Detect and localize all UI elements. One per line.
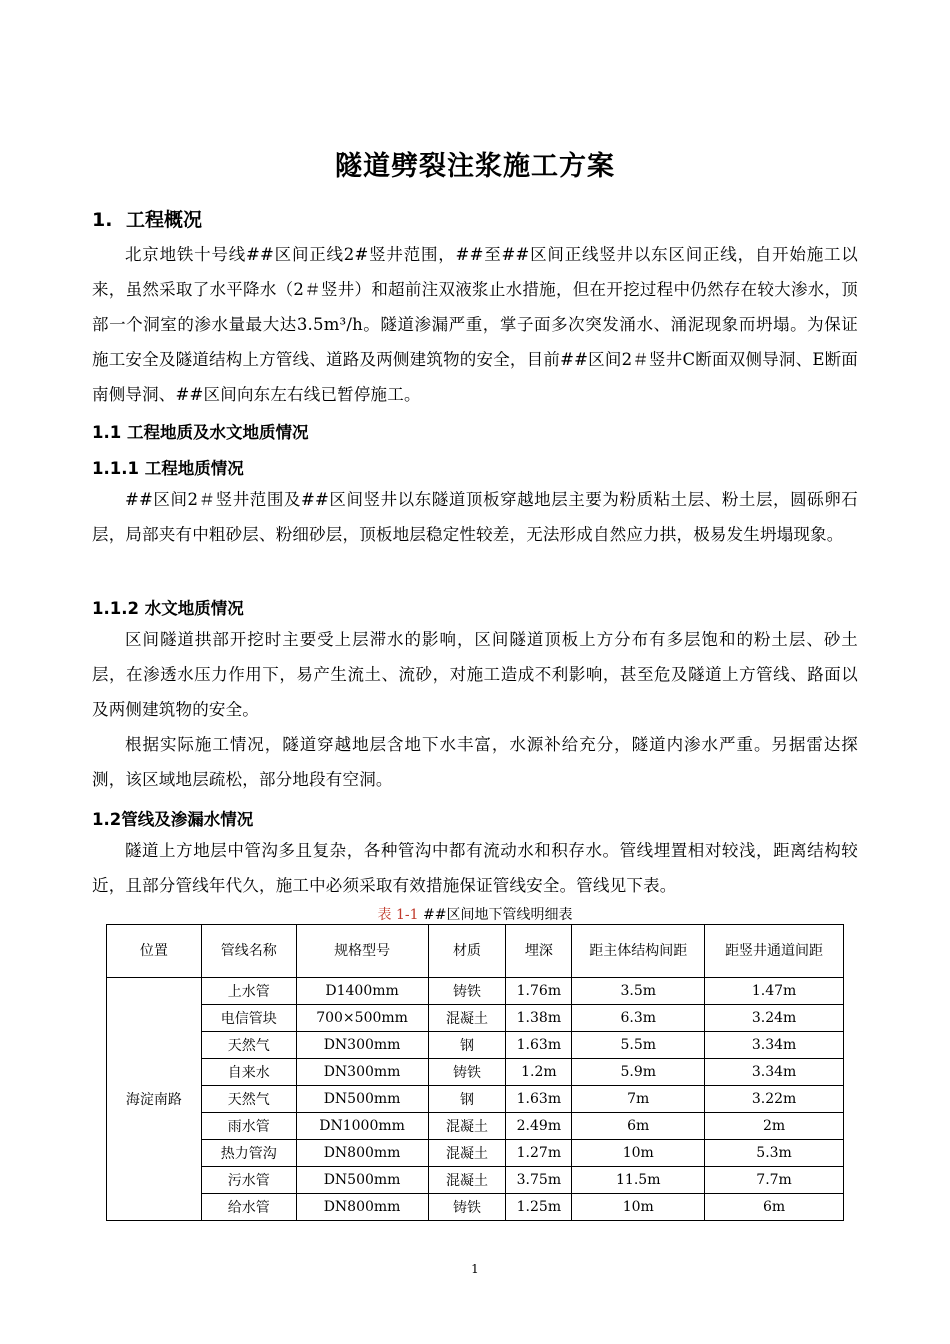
table-cell: 11.5m [572,1167,705,1194]
table-cell: 天然气 [201,1086,296,1113]
heading-1-1-1: 1.1.1 工程地质情况 [92,459,244,478]
table-cell: DN800mm [296,1140,428,1167]
table-cell: 上水管 [201,978,296,1005]
table-cell: 2m [705,1113,844,1140]
table-cell: 混凝土 [428,1167,506,1194]
table-cell: 700×500mm [296,1005,428,1032]
header-pipe-name: 管线名称 [201,925,296,978]
table-cell: 雨水管 [201,1113,296,1140]
table-cell: 10m [572,1194,705,1221]
table-cell: 铸铁 [428,978,506,1005]
table-cell: 7.7m [705,1167,844,1194]
table-caption-label: 表 1-1 [377,907,419,923]
table-cell: 3.22m [705,1086,844,1113]
table-cell: 1.38m [506,1005,572,1032]
table-caption [0,904,950,924]
header-material: 材质 [428,925,506,978]
heading-1-1: 1.1 工程地质及水文地质情况 [92,423,309,442]
pipeline-table [106,924,844,1221]
table-row [107,1194,844,1221]
table-row [107,1140,844,1167]
table-cell: 热力管沟 [201,1140,296,1167]
heading-1-2: 1.2管线及渗漏水情况 [92,810,254,829]
table-cell: 1.27m [506,1140,572,1167]
table-cell: 6m [705,1194,844,1221]
table-cell: 钢 [428,1032,506,1059]
table-cell: 5.5m [572,1032,705,1059]
table-cell: 混凝土 [428,1140,506,1167]
table-cell: 3.5m [572,978,705,1005]
paragraph-geology: ##区间2＃竖井范围及##区间竖井以东隧道顶板穿越地层主要为粉质粘土层、粉土层，圆砾卵石层，局部夹有中粗砂层、粉细砂层，顶板地层稳定性较差，无法形成自然应力拱，极易发生坍塌现象。 [92,490,858,544]
table-cell: 1.76m [506,978,572,1005]
table-row [107,1005,844,1032]
table-cell: 7m [572,1086,705,1113]
table-cell: 自来水 [201,1059,296,1086]
table-cell: 天然气 [201,1032,296,1059]
table-cell: 给水管 [201,1194,296,1221]
table-cell: 混凝土 [428,1113,506,1140]
table-cell: 铸铁 [428,1059,506,1086]
table-cell: 6.3m [572,1005,705,1032]
table-cell: D1400mm [296,978,428,1005]
table-cell: DN500mm [296,1086,428,1113]
table-row [107,1086,844,1113]
table-cell: 3.34m [705,1032,844,1059]
paragraph-pipelines: 隧道上方地层中管沟多且复杂，各种管沟中都有流动水和积存水。管线埋置相对较浅，距离结构较近，且部分管线年代久，施工中必须采取有效措施保证管线安全。管线见下表。 [92,841,858,895]
table-cell: 3.24m [705,1005,844,1032]
paragraph-site-conditions: 根据实际施工情况，隧道穿越地层含地下水丰富，水源补给充分，隧道内渗水严重。另据雷达探测，该区域地层疏松，部分地段有空洞。 [92,735,858,789]
section-1-heading [92,205,202,232]
table-cell: 5.9m [572,1059,705,1086]
location-cell: 海淀南路 [107,978,202,1221]
table-cell: DN300mm [296,1032,428,1059]
table-cell: 钢 [428,1086,506,1113]
table-cell: 10m [572,1140,705,1167]
table-cell: 5.3m [705,1140,844,1167]
table-cell: DN800mm [296,1194,428,1221]
header-distance-structure: 距主体结构间距 [572,925,705,978]
table-cell: 3.34m [705,1059,844,1086]
table-cell: 1.2m [506,1059,572,1086]
table-cell: 铸铁 [428,1194,506,1221]
table-cell: 1.25m [506,1194,572,1221]
table-cell: 6m [572,1113,705,1140]
table-row [107,1032,844,1059]
table-cell: 污水管 [201,1167,296,1194]
table-cell: DN1000mm [296,1113,428,1140]
table-cell: DN300mm [296,1059,428,1086]
header-location: 位置 [107,925,202,978]
table-row [107,1113,844,1140]
table-cell: 电信管块 [201,1005,296,1032]
table-cell: 1.63m [506,1086,572,1113]
header-spec: 规格型号 [296,925,428,978]
paragraph-overview: 北京地铁十号线##区间正线2#竖井范围，##至##区间正线竖井以东区间正线，自开始施工以来，虽然采取了水平降水（2＃竖井）和超前注双液浆止水措施，但在开挖过程中仍然存在较大渗水，顶部一个洞室的渗水量最大达3.5m³/h。隧道渗漏严重，掌子面多次突发涌水、涌泥现象而坍塌。为保证施工安全及隧道结构上方管线、道路及两侧建筑物的安全，目前##区间2＃竖井C断面双侧导洞、E断面南侧导洞、##区间向东左右线已暂停施工。 [92,245,858,404]
table-cell: 2.49m [506,1113,572,1140]
section-1-title: 工程概况 [126,209,203,231]
table-row [107,1059,844,1086]
table-row [107,978,844,1005]
table-cell: 1.47m [705,978,844,1005]
section-1-number: 1. [92,209,113,231]
table-cell: DN500mm [296,1167,428,1194]
page-number: 1 [471,1262,479,1276]
table-caption-text: ##区间地下管线明细表 [422,907,573,923]
table-cell: 混凝土 [428,1005,506,1032]
heading-1-1-2: 1.1.2 水文地质情况 [92,599,244,618]
table-header-row [107,925,844,978]
header-depth: 埋深 [506,925,572,978]
paragraph-hydrogeology: 区间隧道拱部开挖时主要受上层滞水的影响，区间隧道顶板上方分布有多层饱和的粉土层、砂土层，在渗透水压力作用下，易产生流土、流砂，对施工造成不利影响，甚至危及隧道上方管线、路面以及两侧建筑物的安全。 [92,630,858,719]
header-distance-shaft: 距竖井通道间距 [705,925,844,978]
table-cell: 1.63m [506,1032,572,1059]
table-row [107,1167,844,1194]
table-cell: 3.75m [506,1167,572,1194]
document-title: 隧道劈裂注浆施工方案 [335,151,615,182]
